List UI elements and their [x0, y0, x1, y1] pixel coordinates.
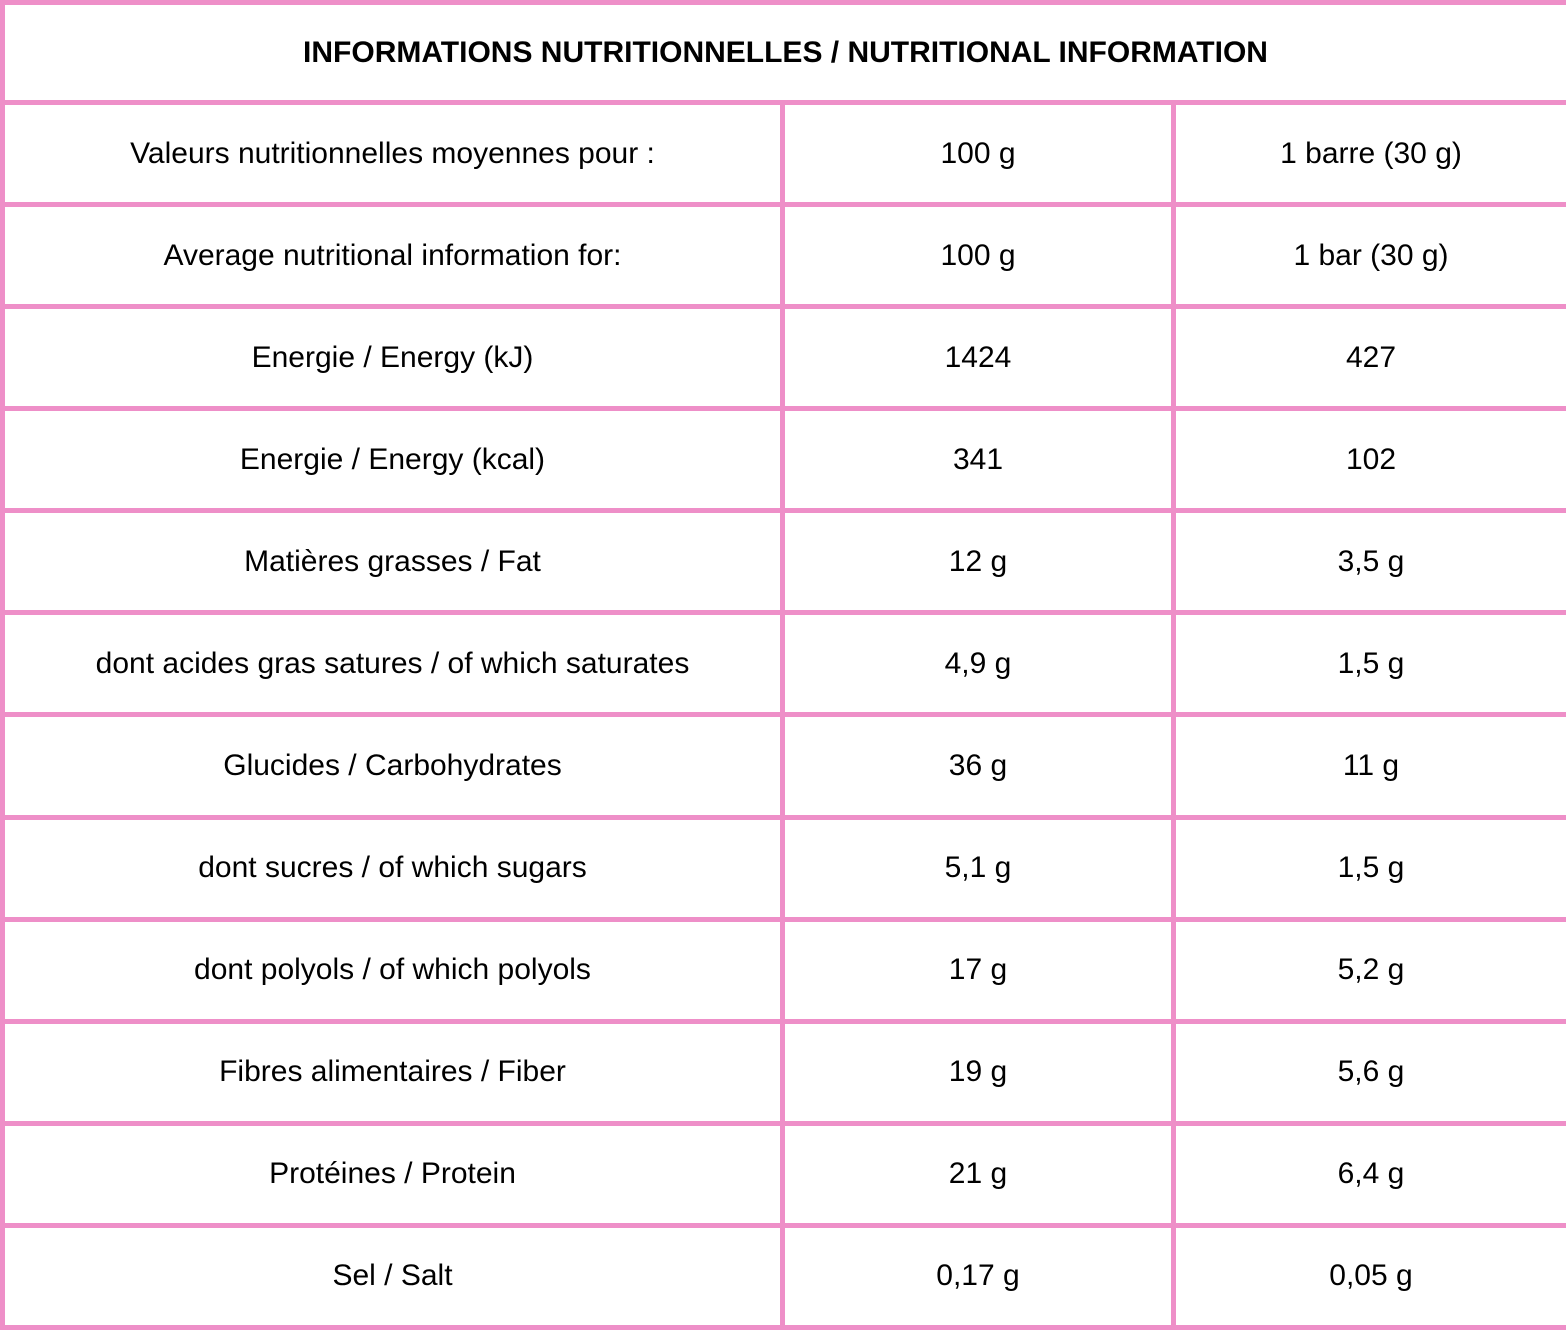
- table-row: [3, 205, 1566, 307]
- value-per-bar: 5,6 g: [1174, 1021, 1566, 1123]
- table-title-row: [3, 3, 1566, 103]
- value-per-100g: 5,1 g: [783, 817, 1174, 919]
- nutrient-label: dont acides gras satures / of which saturates: [3, 613, 783, 715]
- table-row: [3, 715, 1566, 817]
- table-row: [3, 613, 1566, 715]
- table-row: [3, 1225, 1566, 1327]
- table-row: [3, 409, 1566, 511]
- value-per-100g: 12 g: [783, 511, 1174, 613]
- value-per-bar: 11 g: [1174, 715, 1566, 817]
- table-row: [3, 511, 1566, 613]
- nutrient-label: Protéines / Protein: [3, 1123, 783, 1225]
- value-per-bar: 1,5 g: [1174, 613, 1566, 715]
- value-per-bar: 1,5 g: [1174, 817, 1566, 919]
- value-per-bar: 427: [1174, 307, 1566, 409]
- value-per-100g: 36 g: [783, 715, 1174, 817]
- nutrient-label: dont sucres / of which sugars: [3, 817, 783, 919]
- nutrient-label: Energie / Energy (kJ): [3, 307, 783, 409]
- table-title: INFORMATIONS NUTRITIONNELLES / NUTRITIONAL INFORMATION: [3, 3, 1566, 103]
- value-per-100g: 0,17 g: [783, 1225, 1174, 1327]
- value-per-bar: 6,4 g: [1174, 1123, 1566, 1225]
- value-per-100g: 21 g: [783, 1123, 1174, 1225]
- nutrient-label: Glucides / Carbohydrates: [3, 715, 783, 817]
- value-per-100g: 100 g: [783, 103, 1174, 205]
- value-per-bar: 5,2 g: [1174, 919, 1566, 1021]
- value-per-bar: 1 bar (30 g): [1174, 205, 1566, 307]
- table-row: [3, 919, 1566, 1021]
- nutrient-label: dont polyols / of which polyols: [3, 919, 783, 1021]
- nutrient-label: Matières grasses / Fat: [3, 511, 783, 613]
- value-per-bar: 3,5 g: [1174, 511, 1566, 613]
- nutrient-label: Valeurs nutritionnelles moyennes pour :: [3, 103, 783, 205]
- value-per-100g: 1424: [783, 307, 1174, 409]
- nutrient-label: Fibres alimentaires / Fiber: [3, 1021, 783, 1123]
- value-per-bar: 1 barre (30 g): [1174, 103, 1566, 205]
- value-per-bar: 102: [1174, 409, 1566, 511]
- value-per-bar: 0,05 g: [1174, 1225, 1566, 1327]
- value-per-100g: 19 g: [783, 1021, 1174, 1123]
- value-per-100g: 4,9 g: [783, 613, 1174, 715]
- nutrient-label: Energie / Energy (kcal): [3, 409, 783, 511]
- value-per-100g: 17 g: [783, 919, 1174, 1021]
- nutrient-label: Sel / Salt: [3, 1225, 783, 1327]
- table-row: [3, 103, 1566, 205]
- value-per-100g: 100 g: [783, 205, 1174, 307]
- table-row: [3, 1021, 1566, 1123]
- table-row: [3, 817, 1566, 919]
- value-per-100g: 341: [783, 409, 1174, 511]
- table-row: [3, 307, 1566, 409]
- table-row: [3, 1123, 1566, 1225]
- nutrient-label: Average nutritional information for:: [3, 205, 783, 307]
